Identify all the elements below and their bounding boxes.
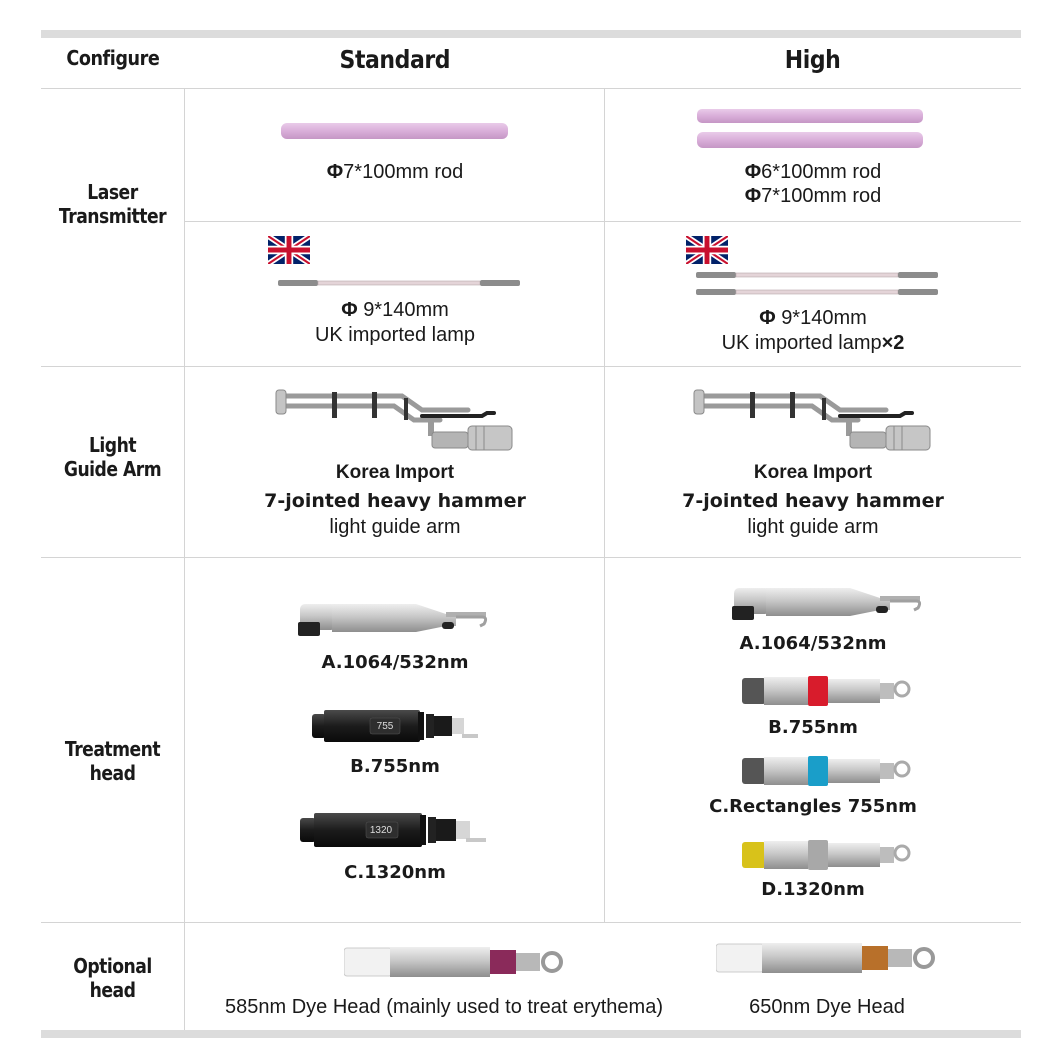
standard-label: Standard — [339, 45, 451, 74]
configure-label: Configure — [65, 46, 160, 70]
standard-head-c-label: C.1320nm — [344, 862, 446, 883]
standard-arm-line2: 7-jointed heavy hammer — [264, 490, 526, 512]
handpiece-d-image — [742, 838, 914, 872]
standard-head-c-engraving: 1320 — [369, 825, 393, 836]
high-arm-line3: light guide arm — [747, 516, 879, 538]
high-head-d-label: D.1320nm — [761, 879, 865, 900]
high-rod-text-1: Φ6*100mm rod — [744, 161, 882, 183]
standard-head-b-label: B.755nm — [350, 756, 440, 777]
header-standard — [185, 45, 605, 74]
high-rod-text-2: Φ7*100mm rod — [744, 185, 882, 207]
row-label-laser: Laser Transmitter — [58, 180, 167, 228]
divider — [41, 366, 1021, 367]
standard-lamp-text: Φ 9*140mm — [341, 299, 449, 321]
handpiece-a-image — [730, 584, 926, 626]
dye-head-650-image — [716, 940, 938, 976]
laser-rod-image — [696, 108, 926, 124]
high-arm-line1: Korea Import — [753, 462, 873, 483]
divider — [41, 557, 1021, 558]
header-high — [605, 45, 1021, 74]
lamp-image — [278, 277, 520, 289]
header-configure — [41, 46, 184, 70]
laser-rod-image — [280, 121, 510, 141]
row-label-optional: Optional head — [73, 954, 152, 1002]
standard-head-b-engraving: 755 — [376, 721, 394, 732]
optional-head-left-label: 585nm Dye Head (mainly used to treat erythema) — [225, 996, 663, 1018]
standard-rod-text: Φ7*100mm rod — [326, 161, 464, 183]
uk-flag-icon — [686, 236, 728, 264]
row-label-treatment: Treatment head — [64, 737, 161, 785]
standard-lamp-line2: UK imported lamp — [314, 324, 476, 346]
light-guide-arm-image — [272, 388, 522, 452]
top-border — [41, 30, 1021, 38]
divider — [185, 221, 1021, 222]
divider — [184, 88, 185, 1030]
high-head-b-label: B.755nm — [768, 717, 858, 738]
high-head-a-label: A.1064/532nm — [739, 633, 887, 654]
uk-flag-icon — [268, 236, 310, 264]
light-guide-arm-image — [690, 388, 940, 452]
handpiece-b-image — [742, 674, 914, 708]
dye-head-585-image — [344, 944, 566, 980]
high-lamp-text: Φ 9*140mm — [759, 307, 867, 329]
standard-arm-line1: Korea Import — [335, 462, 455, 483]
high-lamp-line2: UK imported lamp×2 — [721, 332, 905, 354]
standard-head-a-label: A.1064/532nm — [321, 652, 469, 673]
row-label-arm: Light Guide Arm — [63, 433, 162, 481]
high-arm-line2: 7-jointed heavy hammer — [682, 490, 944, 512]
high-head-c-label: C.Rectangles 755nm — [709, 796, 917, 817]
laser-rod-image — [696, 131, 926, 149]
divider — [41, 88, 1021, 89]
handpiece-a-image — [296, 600, 492, 642]
divider — [41, 922, 1021, 923]
lamp-image — [696, 269, 938, 281]
optional-head-right-label: 650nm Dye Head — [749, 996, 905, 1018]
bottom-border — [41, 1030, 1021, 1038]
standard-arm-line3: light guide arm — [329, 516, 461, 538]
handpiece-c-image — [742, 754, 914, 788]
lamp-image — [696, 286, 938, 298]
high-label: High — [785, 45, 841, 74]
